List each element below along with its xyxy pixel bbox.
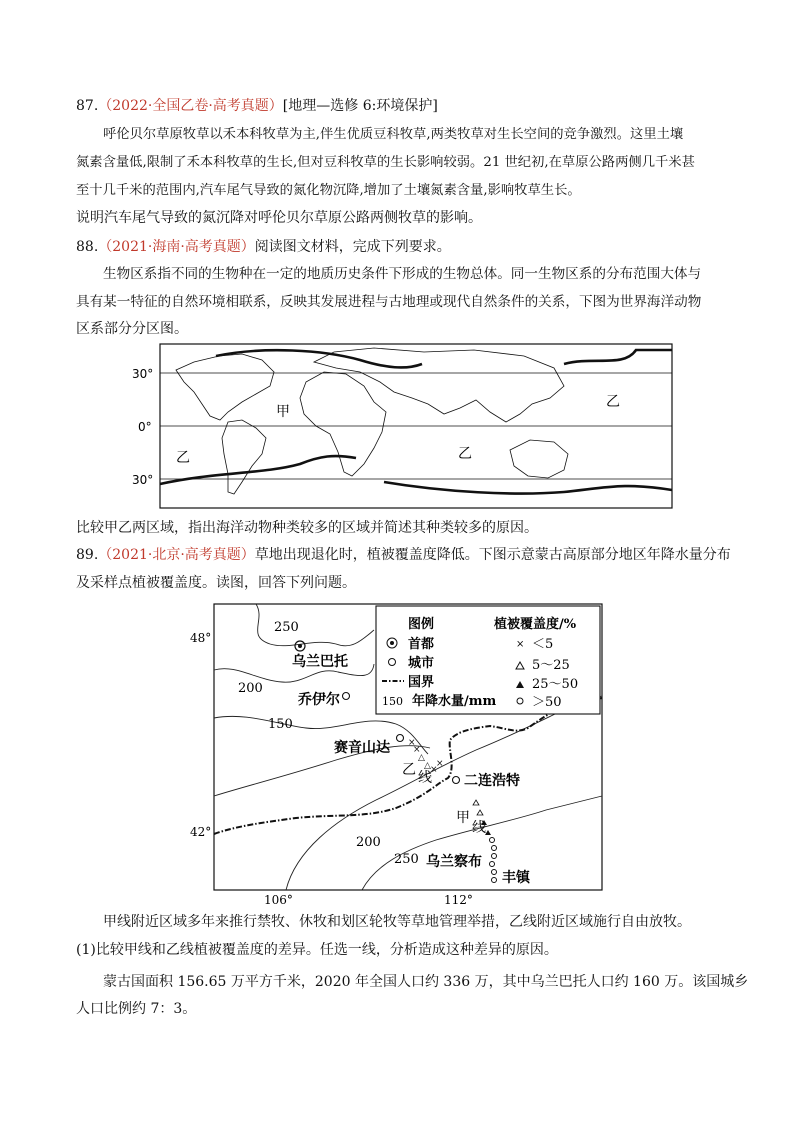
legend-border: 国界 (408, 675, 435, 690)
city-ulaanbaatar: 乌兰巴托 (292, 654, 348, 670)
lat-label-30n: 30° (132, 367, 154, 381)
q87-topic: [地理—选修 6:环境保护] (282, 98, 438, 114)
q89-header (76, 545, 731, 565)
q89-sub-question-1: (1)比较甲线和乙线植被覆盖度的差异。任选一线，分析造成这种差异的原因。 (76, 942, 558, 958)
q87-para-line-3: 至十几千米的范围内,汽车尾气导致的氮化物沉降,增加了土壤氮素含量,影响牧草生长。 (76, 183, 581, 198)
contour-label-150: 150 (268, 717, 293, 732)
contour-label-250-top: 250 (274, 620, 299, 635)
legend-cover-title: 植被覆盖度/% (494, 617, 577, 632)
lon-label-112: 112° (444, 893, 473, 904)
q88-para-line-3: 区系部分分区图。 (76, 321, 188, 337)
legend-capital: 首都 (408, 637, 435, 652)
map-legend (376, 606, 600, 714)
line-jia-label: 甲 (456, 810, 470, 826)
legend-cross-icon: × (516, 639, 525, 650)
region-yi-mid-label: 乙 (458, 446, 472, 462)
contour-label-250-bottom: 250 (394, 852, 419, 867)
mongolia-precipitation-map (186, 600, 610, 904)
q87-para-line-1: 呼伦贝尔草原牧草以禾本科牧草为主,伴生优质豆科牧草,两类牧草对生长空间的竞争激烈。这里土壤 (103, 127, 684, 142)
city-choir: 乔伊尔 (298, 692, 340, 708)
q88-header (76, 237, 451, 257)
q87-source: （2022·全国乙卷·高考真题） (98, 98, 283, 114)
q87-question: 说明汽车尾气导致的氮沉降对呼伦贝尔草原公路两侧牧草的影响。 (76, 210, 482, 226)
lat-label-42: 42° (190, 825, 212, 839)
svg-text:△: △ (424, 761, 431, 771)
q88-question: 比较甲乙两区域，指出海洋动物种类较多的区域并简述其种类较多的原因。 (76, 520, 538, 536)
q87-number: 87. (76, 98, 99, 114)
legend-cover-2: 5～25 (532, 658, 570, 673)
q88-number: 88. (76, 239, 99, 255)
city-erlian: 二连浩特 (464, 773, 520, 789)
q89-para-2a: 蒙古国面积 156.65 万平方千米，2020 年全国人口约 336 万，其中乌兰巴托人口约 160 万。该国城乡 (103, 974, 749, 990)
lat-label-30s: 30° (132, 473, 154, 487)
region-yi-left-label: 乙 (176, 450, 190, 466)
q89-intro-2: 及采样点植被覆盖度。读图，回答下列问题。 (76, 575, 356, 591)
legend-capital-dot (390, 641, 394, 645)
region-yi-right-label: 乙 (606, 394, 620, 410)
city-sainshand: 赛音山达 (334, 740, 390, 756)
city-ulanqab: 乌兰察布 (426, 854, 482, 870)
contour-label-200-top: 200 (238, 681, 263, 696)
legend-precip: 年降水量/mm (412, 694, 497, 709)
q88-intro: 阅读图文材料，完成下列要求。 (254, 239, 451, 255)
q89-intro-1: 草地出现退化时，植被覆盖度降低。下图示意蒙古高原部分地区年降水量分布 (254, 547, 731, 563)
legend-precip-sample: 150 (382, 695, 403, 708)
q87-header (76, 96, 438, 116)
capital-dot (298, 644, 302, 648)
lat-label-48: 48° (190, 631, 212, 645)
q89-para-2b: 人口比例约 7：3。 (76, 1001, 197, 1017)
region-jia-label: 甲 (276, 404, 290, 420)
svg-text:×: × (413, 745, 421, 755)
q88-para-line-1: 生物区系指不同的生物种在一定的地质历史条件下形成的生物总体。同一生物区系的分布范围大体与 (103, 266, 702, 282)
world-ocean-fauna-map (124, 342, 676, 510)
q88-source: （2021·海南·高考真题） (98, 239, 255, 255)
svg-text:×: × (408, 738, 416, 748)
legend-title: 图例 (408, 617, 435, 632)
q89-source: （2021·北京·高考真题） (98, 547, 255, 563)
q89-para-1: 甲线附近区域多年来推行禁牧、休牧和划区轮牧等草地管理举措，乙线附近区域施行自由放牧。 (103, 914, 691, 930)
city-fengzhen: 丰镇 (502, 870, 530, 886)
svg-text:△: △ (418, 753, 425, 763)
legend-cover-1: ＜5 (532, 637, 554, 652)
contour-label-200-bottom: 200 (356, 835, 381, 850)
line-jia-label-2: 线 (472, 820, 486, 836)
q89-number: 89. (76, 547, 99, 563)
svg-text:×: × (436, 759, 444, 769)
q88-para-line-2: 具有某一特征的自然环境相联系，反映其发展进程与古地理或现代自然条件的关系，下图为世界海洋动物 (76, 294, 702, 310)
legend-cover-4: ＞50 (532, 695, 562, 710)
lon-label-106: 106° (264, 893, 293, 904)
legend-cover-3: 25～50 (532, 677, 579, 692)
line-yi-label-2: 线 (418, 770, 432, 786)
line-yi-label: 乙 (402, 762, 416, 778)
lat-label-0: 0° (138, 420, 152, 434)
legend-city: 城市 (408, 656, 435, 671)
svg-text:×: × (430, 765, 438, 775)
q87-para-line-2: 氮素含量低,限制了禾本科牧草的生长,但对豆科牧草的生长影响较弱。21 世纪初,在草原公路两侧几千米甚 (76, 155, 695, 170)
